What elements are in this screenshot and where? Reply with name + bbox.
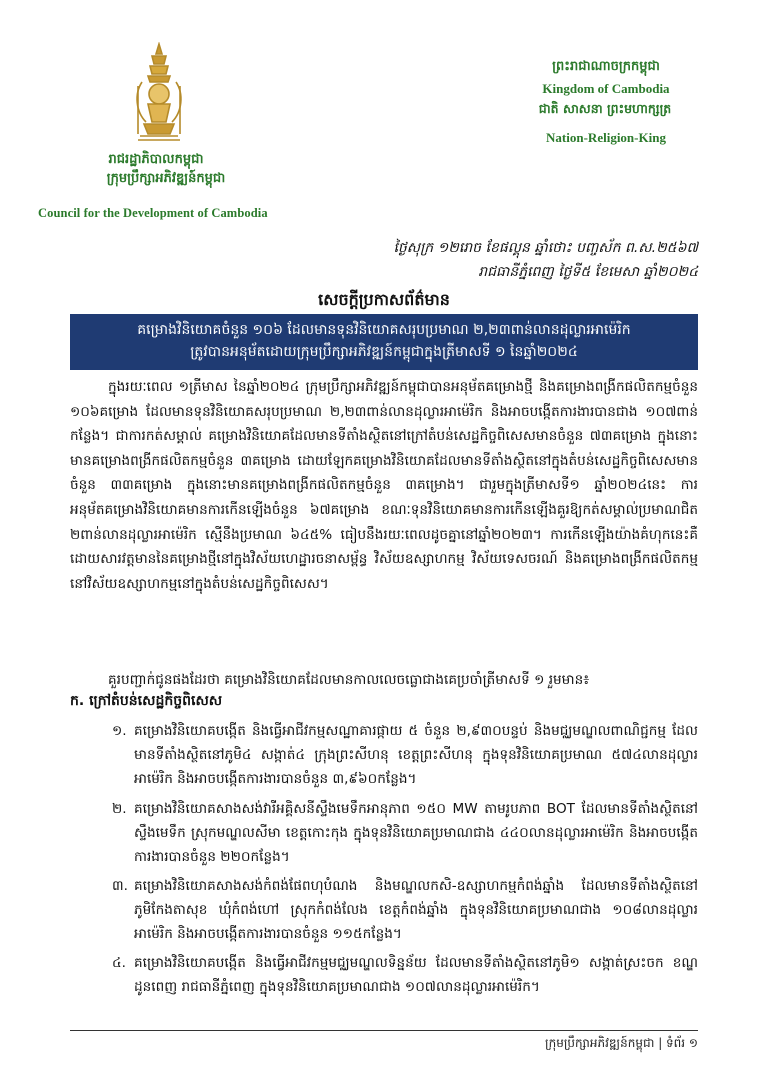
council-name-en: Council for the Development of Cambodia <box>38 206 268 220</box>
list-item <box>70 874 698 947</box>
list-item-number: ១. <box>112 723 127 739</box>
national-motto-en: Nation-Religion-King <box>546 130 666 145</box>
intro-paragraph: ក្នុងរយៈពេល ១ត្រីមាស នៃឆ្នាំ២០២៤ ក្រុមប្រឹក្សាអភិវឌ្ឍន៍កម្ពុជាបានអនុម័តគម្រោងថ្មី និងគម្រោងពង្រីកផលិតកម្មចំនួន ១០៦គម្រោង ដែលមានទុនវិនិយោគសរុបប្រមាណ ២,២៣ពាន់លានដុល្លារអាម៉េរិក និងអាចបង្កើតការងារបានជាង ១០៧ពាន់កន្លែង។ ជាការកត់សម្គាល់ គម្រោងវិនិយោគដែលមានទីតាំងស្ថិតនៅក្រៅតំបន់សេដ្ឋកិច្ចពិសេសមានចំនួន ៧៣គម្រោង ក្នុងនោះមានគម្រោងពង្រីកផលិតកម្មចំនួន ៣គម្រោង ដោយឡែកគម្រោងវិនិយោគដែលមានទីតាំងស្ថិតនៅក្នុងតំបន់សេដ្ឋកិច្ចពិសេសមានចំនួន ៣៣គម្រោង ក្នុងនោះមានគម្រោងពង្រីកផលិតកម្មចំនួន ៣គម្រោង។ ជារួមក្នុងត្រីមាសទី១ ឆ្នាំ២០២៤នេះ ការអនុម័តគម្រោងវិនិយោគមានការកើនឡើងចំនួន ៦៧គម្រោង ខណៈទុនវិនិយោគមានការកើនឡើងគួរឱ្យកត់សម្គាល់ប្រមាណជិត ២ពាន់លានដុល្លារអាម៉េរិក ស្មើនឹងប្រមាណ ៦៤៥% ធៀបនឹងរយៈពេលដូចគ្នានៅឆ្នាំ២០២៣។ ការកើនឡើងយ៉ាងគំហុកនេះគឺដោយសារវត្តមាននៃគម្រោងថ្មីនៅក្នុងវិស័យហេដ្ឋារចនាសម្ព័ន្ធ វិស័យឧស្សាហកម្ម វិស័យទេសចរណ៍ និងគម្រោងពង្រីកផលិតកម្មនៅវិស័យឧស្សាហកម្មនៅក្នុងតំបន់សេដ្ឋកិច្ចពិសេស។ <box>70 379 698 592</box>
list-item-text: គម្រោងវិនិយោគបង្កើត និងធ្វើអាជីវកម្មសណ្ឋាគារផ្កាយ ៥ ចំនួន ២,៩៣០បន្ទប់ និងមជ្ឈមណ្ឌលពាណិជ្ជកម្ម ដែលមានទីតាំងស្ថិតនៅភូមិ៤ សង្កាត់៤ ក្រុងព្រះសីហនុ ខេត្តព្រះសីហនុ ក្នុងទុនវិនិយោគប្រមាណ ៥៧៤លានដុល្លារអាម៉េរិក និងអាចបង្កើតការងារបានចំនួន ៣,៩៦០កន្លែង។ <box>134 723 698 788</box>
highlight-intro-paragraph: គួរបញ្ជាក់ជូនផងដែរថា គម្រោងវិនិយោគដែលមានកាលលេចធ្លោជាងគេប្រចាំត្រីមាសទី ១ រួមមាន៖ <box>108 672 590 688</box>
list-item-text: គម្រោងវិនិយោគសាងសង់វារីអគ្គិសនីស្ទឹងមេទឹកអានុភាព ១៥០ MW តាមរូបភាព BOT ដែលមានទីតាំងស្ថិតនៅស្ទឹងមេទឹក ស្រុកមណ្ឌលសីមា ខេត្តកោះកុង ក្នុងទុនវិនិយោគប្រមាណជាង ៤៤០លានដុល្លារអាម៉េរិក និងអាចបង្កើតការងារបានចំនួន ២២០កន្លែង។ <box>134 801 698 866</box>
kingdom-name-en: Kingdom of Cambodia <box>542 81 670 96</box>
page-footer: ក្រុមប្រឹក្សាអភិវឌ្ឍន៍កម្ពុជា | ទំព័រ ១ <box>545 1036 698 1050</box>
national-motto-kh: ជាតិ សាសនា ព្រះមហាក្សត្រ <box>538 101 672 116</box>
list-item <box>70 719 698 792</box>
footer-divider <box>70 1030 698 1031</box>
headline-banner <box>70 314 698 370</box>
council-name-kh: ក្រុមប្រឹក្សាអភិវឌ្ឍន៍កម្ពុជា <box>106 171 226 186</box>
list-item-text: គម្រោងវិនិយោគសាងសង់កំពង់ផែពហុបំណង និងមណ្ឌលកសិ-ឧស្សាហកម្មកំពង់ឆ្នាំង ដែលមានទីតាំងស្ថិតនៅភូមិកែងតាសុខ ឃុំកំពង់ហៅ ស្រុកកំពង់លែង ខេត្តកំពង់ឆ្នាំង ក្នុងទុនវិនិយោគប្រមាណជាង ១០៨លានដុល្លារអាម៉េរិក និងអាចបង្កើតការងារបានចំនួន ១១៥កន្លែង។ <box>134 878 698 943</box>
list-item-text: គម្រោងវិនិយោគបង្កើត និងធ្វើអាជីវកម្មមជ្ឈមណ្ឌលទិន្នន័យ ដែលមានទីតាំងស្ថិតនៅភូមិ១ សង្កាត់ស្រះចក ខណ្ឌដូនពេញ រាជធានីភ្នំពេញ ក្នុងទុនវិនិយោគប្រមាណជាង ១០៧លានដុល្លារអាម៉េរិក។ <box>134 955 698 996</box>
headline-line-1: គម្រោងវិនិយោគចំនួន ១០៦ ដែលមានទុនវិនិយោគសរុបប្រមាណ ២,២៣ពាន់លានដុល្លារអាម៉េរិក <box>137 322 631 338</box>
lunar-date: ថ្ងៃសុក្រ ១២រោច ខែផល្គុន ឆ្នាំថោះ បញ្ចស័ក ព.ស.២៥៦៧ <box>393 240 698 256</box>
royal-emblem-icon <box>130 42 188 146</box>
list-item <box>70 951 698 999</box>
section-heading: ក. ក្រៅតំបន់សេដ្ឋកិច្ចពិសេស <box>70 693 223 709</box>
list-item <box>70 797 698 870</box>
solar-date: រាជធានីភ្នំពេញ ថ្ងៃទី៥ ខែមេសា ឆ្នាំ២០២៤ <box>478 264 698 280</box>
list-item-number: ២. <box>112 801 127 817</box>
list-item-number: ៣. <box>112 878 128 894</box>
document-title: សេចក្តីប្រកាសព័ត៌មាន <box>318 290 450 309</box>
government-name-kh: រាជរដ្ឋាភិបាលកម្ពុជា <box>108 152 204 167</box>
headline-line-2: ត្រូវបានអនុម័តដោយក្រុមប្រឹក្សាអភិវឌ្ឍន៍កម្ពុជាក្នុងត្រីមាសទី ១ នៃឆ្នាំ២០២៤ <box>190 344 578 360</box>
list-item-number: ៤. <box>112 955 126 971</box>
kingdom-name-kh: ព្រះរាជាណាចក្រកម្ពុជា <box>552 59 660 74</box>
